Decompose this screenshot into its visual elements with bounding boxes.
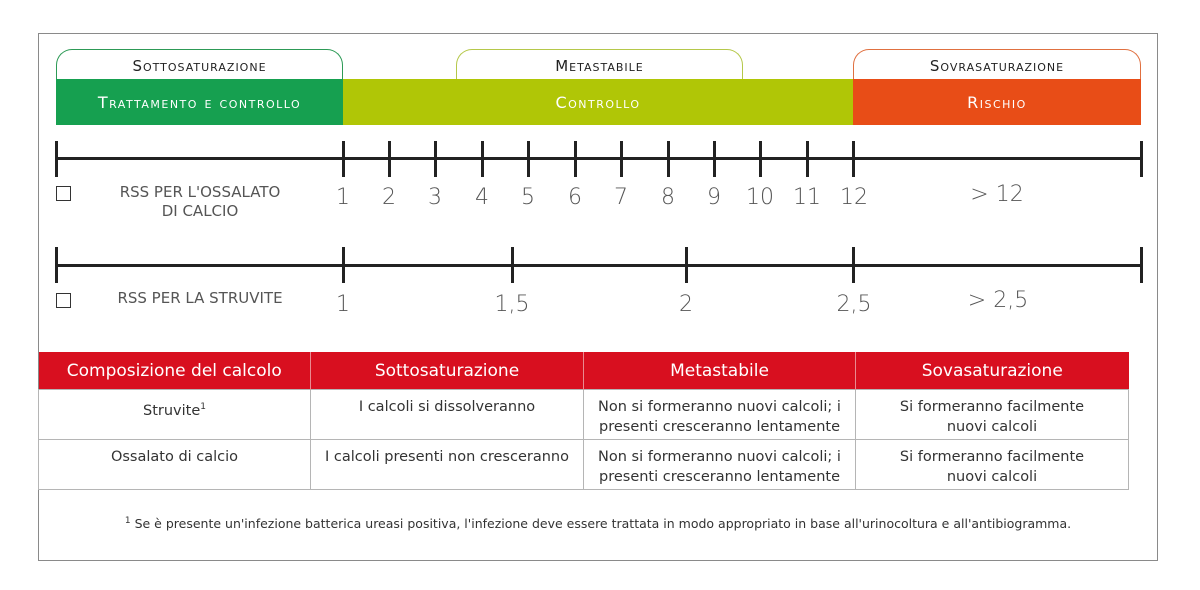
tick-label: 6 [568,185,582,210]
tick-label: 1 [336,292,350,317]
table-row [39,440,1129,490]
tick-label: 2,5 [836,292,872,317]
cell-metastable: Non si formeranno nuovi calcoli; i presenti cresceranno lentamente [584,440,856,490]
tick-label: 1,5 [494,292,530,317]
cell-metastable: Non si formeranno nuovi calcoli; i presenti cresceranno lentamente [584,390,856,440]
tick-label: 2 [382,185,396,210]
cell-supersaturation: Si formeranno facilmente nuovi calcoli [856,390,1129,440]
zone-tab-sottosaturazione: Sottosaturazione [56,49,343,79]
zone-band-control: Controllo [343,79,853,125]
tick-label: 12 [840,185,868,210]
tick-label: 4 [475,185,489,210]
cell-composition: Ossalato di calcio [39,440,311,490]
header-undersaturation: Sottosaturazione [311,352,584,390]
tick-label: 7 [614,185,628,210]
zone-tab-sovrasaturazione: Sovrasaturazione [853,49,1141,79]
zone-band-treatment: Trattamento e controllo [56,79,343,125]
tick-label: 11 [793,185,821,210]
tick-label: 5 [521,185,535,210]
checkbox-struvite[interactable] [56,293,71,308]
tick-label: 1 [336,185,350,210]
cell-composition: Struvite$^1$ [39,390,311,440]
header-composition: Composizione del calcolo [39,352,311,390]
checkbox-calcium-oxalate[interactable] [56,186,71,201]
zone-tab-metastabile: Metastabile [456,49,743,79]
footnote: $^1$ Se è presente un'infezione batterica ureasi positiva, l'infezione deve essere trattata in modo appropriato in base all'urinocoltura e all'antibiogramma. [124,516,1072,532]
table-row [39,390,1129,440]
table-header-row [39,352,1129,390]
scale-label-calcium-oxalate: RSS PER L'OSSALATO DI CALCIO [119,183,281,220]
zone-band-risk: Rischio [853,79,1141,125]
tick-label: 9 [707,185,721,210]
cell-supersaturation: Si formeranno facilmente nuovi calcoli [856,440,1129,490]
cell-undersaturation: I calcoli si dissolveranno [311,390,584,440]
tick-label: 10 [746,185,774,210]
header-metastable: Metastabile [584,352,856,390]
tick-label: 2 [679,292,693,317]
tick-label-beyond: > 12 [970,182,1024,207]
cell-undersaturation: I calcoli presenti non cresceranno [311,440,584,490]
header-supersaturation: Sovasaturazione [856,352,1129,390]
stone-composition-table [38,352,1129,490]
tick-label: 3 [428,185,442,210]
tick-label-beyond: > 2,5 [967,288,1029,313]
scale-label-struvite: RSS PER LA STRUVITE [117,289,283,307]
tick-label: 8 [661,185,675,210]
